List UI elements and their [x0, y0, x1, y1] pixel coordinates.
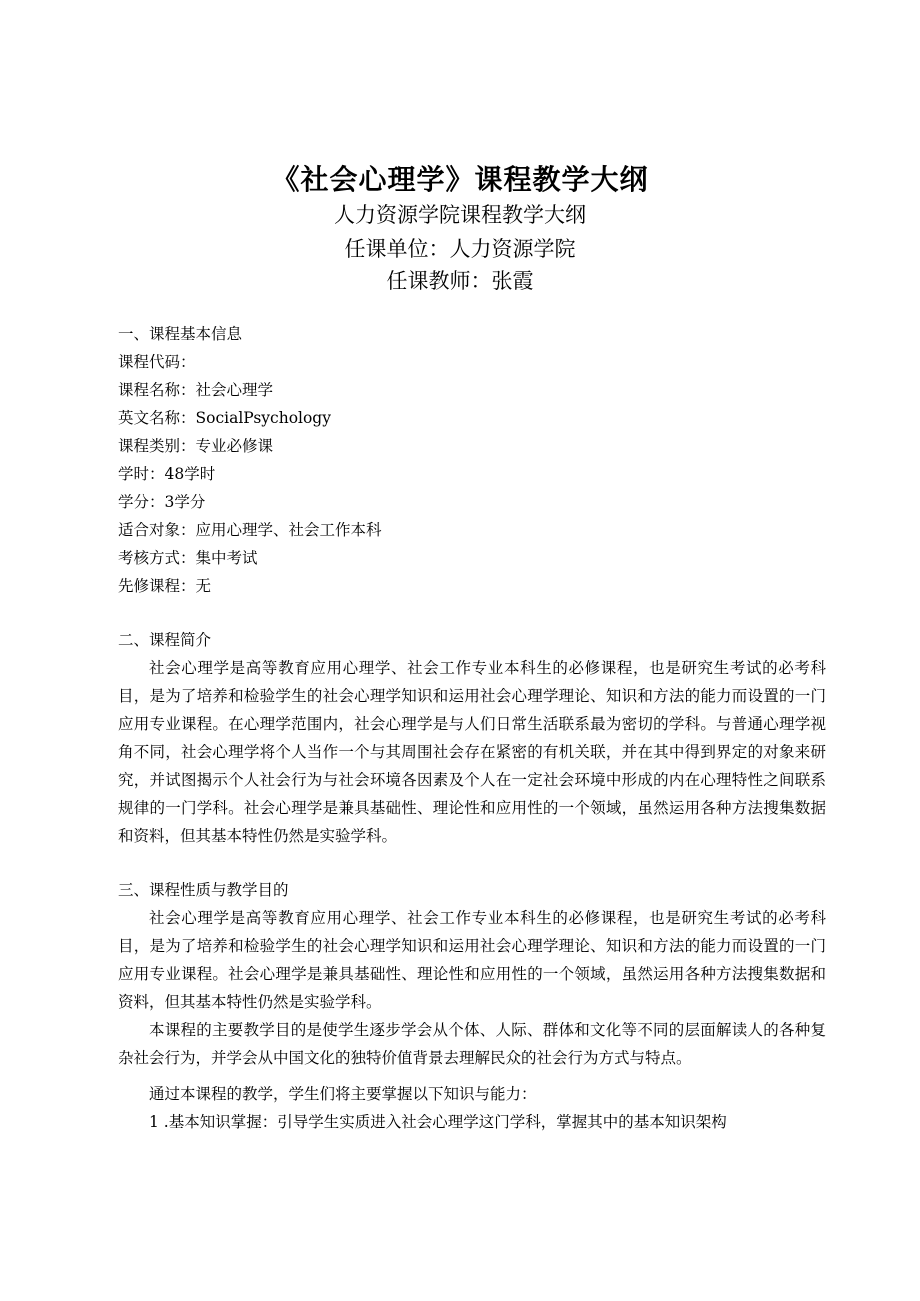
- field-value: 专业必修课: [195, 437, 274, 455]
- field-label: 考核方式：: [118, 549, 196, 567]
- section3-heading: 三、课程性质与教学目的: [118, 881, 289, 899]
- field-value: SocialPsychology: [195, 409, 331, 427]
- field-credits: [118, 488, 826, 516]
- field-label: 适合对象：: [118, 521, 196, 539]
- field-value: 48学时: [164, 465, 216, 483]
- document-body: [118, 320, 826, 1136]
- document-title: 《社会心理学》课程教学大纲: [271, 163, 649, 196]
- field-assessment: [118, 544, 826, 572]
- field-label: 课程代码：: [118, 353, 196, 371]
- document-subtitle-college: 人力资源学院课程教学大纲: [334, 203, 586, 227]
- document-subtitle-teacher: 任课教师：张霞: [386, 269, 534, 293]
- field-target-audience: [118, 516, 826, 544]
- spacer: [118, 600, 826, 626]
- field-hours: [118, 460, 826, 488]
- section3-paragraph-1: 社会心理学是高等教育应用心理学、社会工作专业本科生的必修课程，也是研究生考试的必考科目，是为了培养和检验学生的社会心理学知识和运用社会心理学理论、知识和方法的能力而设置的一门应用专业课程。社会心理学是兼具基础性、理论性和应用性的一个领域，虽然运用各种方法搜集数据和资料，但其基本特性仍然是实验学科。: [118, 909, 826, 1011]
- field-label: 课程名称：: [118, 381, 196, 399]
- field-english-name: [118, 404, 826, 432]
- section2-heading: 二、课程简介: [118, 631, 212, 649]
- field-label: 学时：: [118, 465, 165, 483]
- field-prerequisites: [118, 572, 826, 600]
- section3-paragraph-2: 本课程的主要教学目的是使学生逐步学会从个体、人际、群体和文化等不同的层面解读人的各种复杂社会行为，并学会从中国文化的独特价值背景去理解民众的社会行为方式与特点。: [118, 1021, 826, 1067]
- document-subtitle-unit: 任课单位：人力资源学院: [344, 237, 576, 261]
- field-value: 社会心理学: [195, 381, 274, 399]
- field-course-code: [118, 348, 826, 376]
- field-label: 学分：: [118, 493, 165, 511]
- section3-intro: 通过本课程的教学，学生们将主要掌握以下知识与能力：: [149, 1085, 537, 1103]
- list-item: 1 .基本知识掌握：引导学生实质进入社会心理学这门学科，掌握其中的基本知识架构: [149, 1113, 727, 1131]
- field-course-name: [118, 376, 826, 404]
- section2-paragraph: 社会心理学是高等教育应用心理学、社会工作专业本科生的必修课程，也是研究生考试的必考科目，是为了培养和检验学生的社会心理学知识和运用社会心理学理论、知识和方法的能力而设置的一门应用专业课程。在心理学范围内，社会心理学是与人们日常生活联系最为密切的学科。与普通心理学视角不同，社会心理学将个人当作一个与其周围社会存在紧密的有机关联，并在其中得到界定的对象来研究，并试图揭示个人社会行为与社会环境各因素及个人在一定社会环境中形成的内在心理特性之间联系规律的一门学科。社会心理学是兼具基础性、理论性和应用性的一个领域，虽然运用各种方法搜集数据和资料，但其基本特性仍然是实验学科。: [118, 659, 826, 845]
- field-value: 集中考试: [195, 549, 258, 567]
- field-value: 3学分: [164, 493, 206, 511]
- field-label: 先修课程：: [118, 577, 196, 595]
- section1-heading: 一、课程基本信息: [118, 325, 243, 343]
- field-label: 课程类别：: [118, 437, 196, 455]
- field-value: 应用心理学、社会工作本科: [195, 521, 382, 539]
- field-label: 英文名称：: [118, 409, 196, 427]
- field-course-category: [118, 432, 826, 460]
- spacer: [118, 1072, 826, 1080]
- field-value: 无: [195, 577, 212, 595]
- spacer: [118, 850, 826, 876]
